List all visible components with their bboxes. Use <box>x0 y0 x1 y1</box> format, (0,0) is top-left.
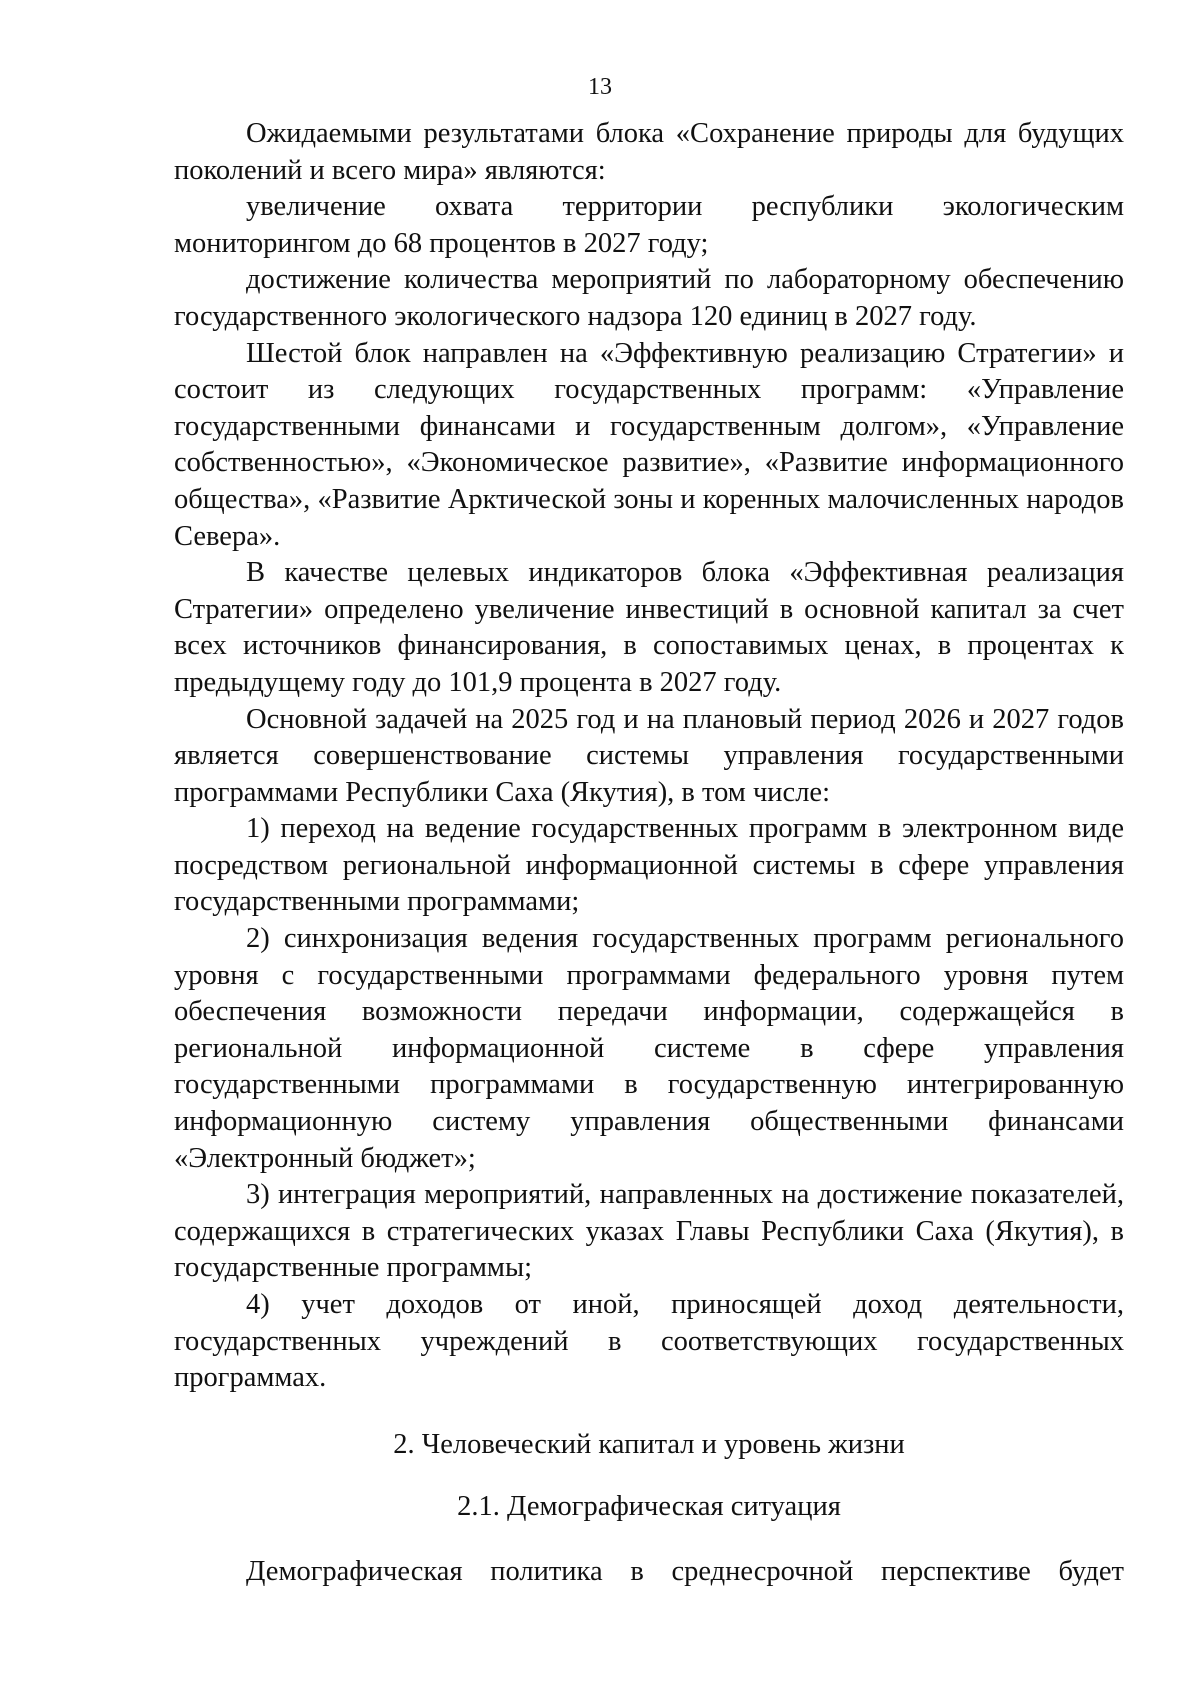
paragraph-monitoring-coverage: увеличение охвата территории республики экологическим мониторингом до 68 процентов в 2027 году; <box>174 191 1124 259</box>
document-body <box>174 116 1124 1591</box>
paragraph-sixth-block: Шестой блок направлен на «Эффективную реализацию Стратегии» и состоит из следующих государственных программ: «Управление государственными финансами и государственным долгом», «Управление собственностью», «Экономическое развитие», «Развитие информационного общества», «Развитие Арктической зоны и коренных малочисленных народов Севера». <box>174 337 1124 552</box>
paragraph-demographic-policy: Демографическая политика в среднесрочной перспективе будет <box>246 1555 1124 1587</box>
paragraph-expected-results: Ожидаемыми результатами блока «Сохранение природы для будущих поколений и всего мира» являются: <box>174 118 1124 186</box>
paragraph-laboratory-support: достижение количества мероприятий по лабораторному обеспечению государственного экологического надзора 120 единиц в 2027 году. <box>174 264 1124 332</box>
list-item-3: 3) интеграция мероприятий, направленных на достижение показателей, содержащихся в стратегических указах Главы Республики Саха (Якутия), в государственные программы; <box>174 1179 1124 1284</box>
list-item-2: 2) синхронизация ведения государственных программ регионального уровня с государственными программами федерального уровня путем обеспечения возможности передачи информации, содержащейся в региональной информационной системе в сфере управления государственными программами в государственную интегрированную информационную систему управления общественными финансами «Электронный бюджет»; <box>174 923 1124 1174</box>
list-item-4: 4) учет доходов от иной, приносящей доход деятельности, государственных учреждений в соответствующих государственных программах. <box>174 1289 1124 1394</box>
section-heading: 2. Человеческий капитал и уровень жизни <box>393 1428 905 1460</box>
subsection-heading: 2.1. Демографическая ситуация <box>457 1491 841 1523</box>
page-number: 13 <box>588 74 612 100</box>
list-item-1: 1) переход на ведение государственных программ в электронном виде посредством региональной информационной системы в сфере управления государственными программами; <box>174 813 1124 918</box>
paragraph-target-indicators: В качестве целевых индикаторов блока «Эффективная реализация Стратегии» определено увеличение инвестиций в основной капитал за счет всех источников финансирования, в сопоставимых ценах, в процентах к предыдущему году до 101,9 процента в 2027 году. <box>174 557 1124 698</box>
paragraph-main-task: Основной задачей на 2025 год и на плановый период 2026 и 2027 годов является совершенствование системы управления государственными программами Республики Саха (Якутия), в том числе: <box>174 703 1124 808</box>
